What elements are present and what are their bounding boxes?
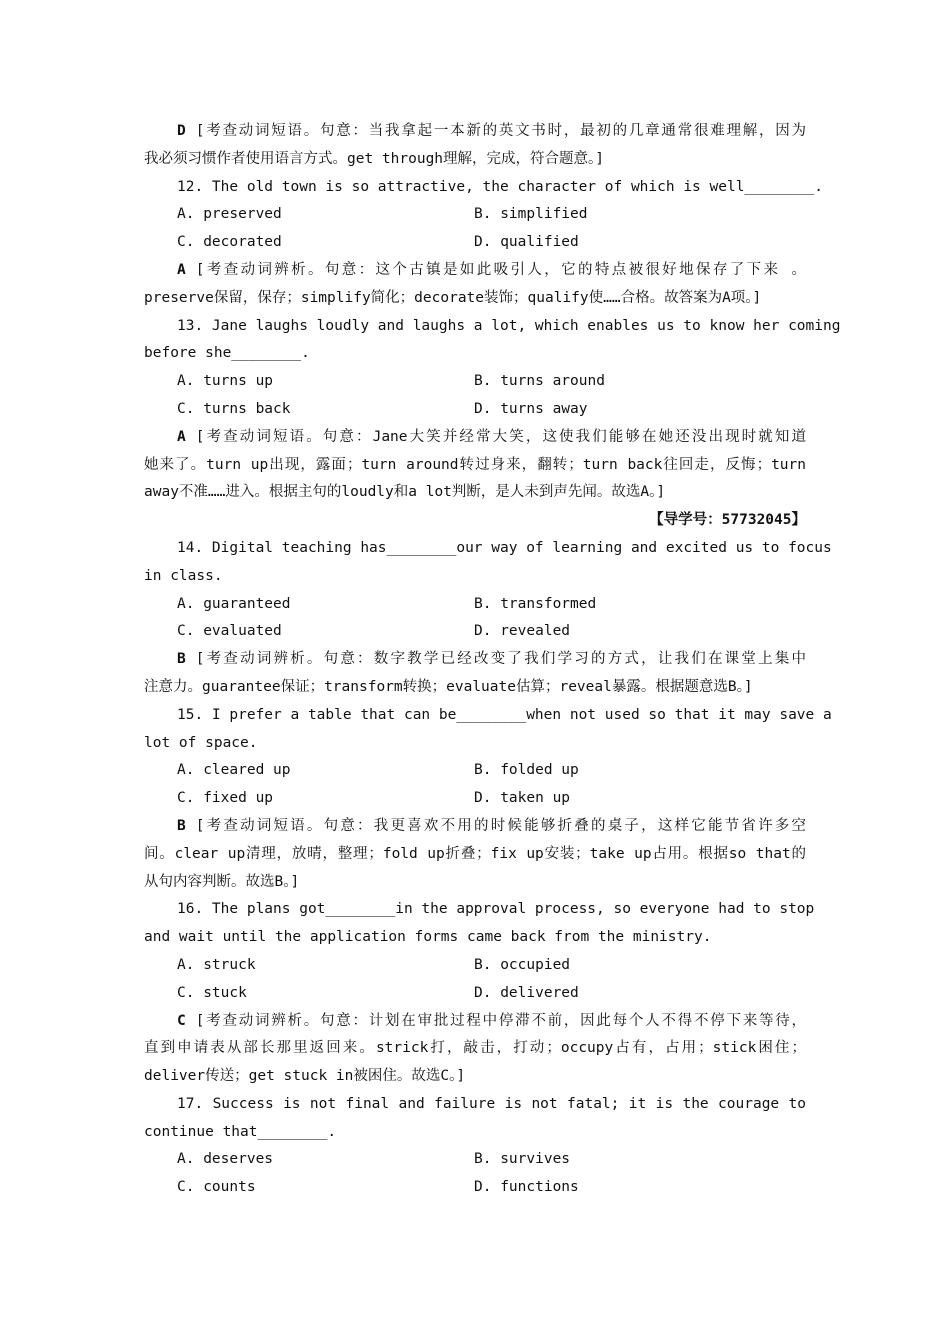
explanation-line — [144, 285, 806, 313]
answer-letter: D — [177, 123, 186, 139]
option-item: A. cleared up — [177, 762, 291, 779]
option-item: B. occupied — [474, 956, 571, 973]
explanation-text: [考查动词短语。句意：Jane大笑并经常大笑，这使我们能够在她还没出现时就知道 — [195, 428, 806, 445]
question-line — [144, 924, 806, 952]
explanation-text: preserve保留，保存；simplify简化；decorate装饰；qualify使……合格。故答案为A项。] — [144, 289, 762, 306]
explanation-line — [144, 1035, 806, 1063]
answer-letter: A — [177, 428, 186, 445]
option-item: D. taken up — [474, 790, 571, 807]
explanation-text: 间。clear up清理，放晴，整理；fold up折叠；fix up安装；take up占用。根据so that的 — [144, 845, 806, 862]
explanation-text: [考查动词辨析。句意：数字教学已经改变了我们学习的方式，让我们在课堂上集中 — [195, 651, 806, 668]
options-row — [144, 368, 806, 396]
explanation-text: 我必须习惯作者使用语言方式。get through理解，完成，符合题意。] — [144, 150, 605, 167]
explanation-text: 从句内容判断。故选B。] — [144, 873, 300, 890]
reference-number — [144, 507, 806, 535]
question-text: 14. Digital teaching has________our way of learning and excited us to focus — [177, 539, 832, 556]
options-row — [144, 980, 806, 1008]
explanation-line — [144, 146, 806, 174]
explanation-text: [考查动词短语。句意：我更喜欢不用的时候能够折叠的桌子，这样它能节省许多空 — [195, 817, 806, 834]
answer-letter: B — [177, 817, 186, 834]
explanation-text: 她来了。turn up出现，露面；turn around转过身来，翻转；turn back往回走，反悔；turn — [144, 456, 806, 473]
question-text: lot of space. — [144, 734, 258, 751]
question-text: and wait until the application forms came back from the ministry. — [144, 929, 712, 946]
explanation-line — [144, 674, 806, 702]
option-item: D. functions — [474, 1179, 579, 1196]
question-text: 16. The plans got________in the approval process, so everyone had to stop — [177, 901, 815, 918]
option-item: C. fixed up — [177, 790, 274, 807]
explanation-line — [144, 1063, 806, 1091]
option-item: C. stuck — [177, 984, 247, 1001]
explanation-line — [144, 424, 806, 452]
option-item: C. turns back — [177, 400, 291, 417]
option-item: D. qualified — [474, 234, 579, 251]
answer-letter: C — [177, 1012, 186, 1029]
explanation-line — [144, 646, 806, 674]
options-row — [144, 785, 806, 813]
answer-letter: B — [177, 651, 186, 668]
question-line — [144, 563, 806, 591]
option-item: C. counts — [177, 1179, 256, 1196]
option-item: A. struck — [177, 956, 256, 973]
options-row — [144, 591, 806, 619]
options-row — [144, 1174, 806, 1202]
explanation-text: [考查动词辨析。句意：计划在审批过程中停滞不前，因此每个人不得不停下来等待， — [195, 1012, 806, 1029]
options-row — [144, 201, 806, 229]
question-text: before she________. — [144, 345, 310, 362]
option-item: C. decorated — [177, 234, 282, 251]
question-line — [144, 174, 824, 202]
explanation-text: 注意力。guarantee保证；transform转换；evaluate估算；reveal暴露。根据题意选B。] — [144, 678, 753, 695]
option-item: B. survives — [474, 1151, 571, 1168]
question-line — [144, 1091, 806, 1119]
explanation-text: [考查动词辨析。句意：这个古镇是如此吸引人，它的特点被很好地保存了下来 。 — [195, 261, 806, 278]
options-row — [144, 396, 806, 424]
explanation-line — [144, 841, 806, 869]
document-page — [144, 118, 841, 1202]
option-item: C. evaluated — [177, 623, 282, 640]
option-item: B. transformed — [474, 595, 597, 612]
question-line — [144, 535, 832, 563]
option-item: A. deserves — [177, 1151, 274, 1168]
question-text: in class. — [144, 567, 223, 584]
explanation-line — [144, 869, 806, 897]
explanation-line — [144, 118, 806, 146]
reference-text: 【导学号：57732045】 — [649, 512, 806, 529]
options-row — [144, 618, 806, 646]
question-line — [144, 1119, 806, 1147]
explanation-line — [144, 813, 806, 841]
explanation-text: deliver传送；get stuck in被困住。故选C。] — [144, 1068, 466, 1085]
option-item: A. turns up — [177, 373, 274, 390]
option-item: A. preserved — [177, 206, 282, 223]
explanation-line — [144, 1008, 806, 1036]
explanation-text: away不准……进入。根据主句的loudly和a lot判断，是人未到声先闻。故选A。] — [144, 484, 666, 501]
question-line — [144, 730, 806, 758]
explanation-text: 直到申请表从部长那里返回来。strick打，敲击，打动；occupy占有，占用；stick困住； — [144, 1040, 806, 1057]
question-text: continue that________. — [144, 1123, 337, 1140]
explanation-line — [144, 479, 806, 507]
options-row — [144, 952, 806, 980]
option-item: D. revealed — [474, 623, 571, 640]
question-text: 12. The old town is so attractive, the character of which is well________. — [177, 178, 824, 195]
option-item: D. turns away — [474, 400, 588, 417]
question-line — [144, 702, 832, 730]
question-line — [144, 340, 806, 368]
question-text: 13. Jane laughs loudly and laughs a lot, which enables us to know her coming — [177, 317, 841, 334]
explanation-line — [144, 452, 806, 480]
options-row — [144, 229, 806, 257]
answer-letter: A — [177, 261, 186, 278]
question-text: 15. I prefer a table that can be________when not used so that it may save a — [177, 706, 832, 723]
option-item: B. turns around — [474, 373, 605, 390]
option-item: B. folded up — [474, 762, 579, 779]
options-row — [144, 1146, 806, 1174]
options-row — [144, 757, 806, 785]
question-line — [144, 896, 815, 924]
explanation-line — [144, 257, 806, 285]
option-item: B. simplified — [474, 206, 588, 223]
option-item: A. guaranteed — [177, 595, 291, 612]
question-text: 17. Success is not final and failure is not fatal; it is the courage to — [177, 1095, 806, 1112]
question-line — [144, 313, 841, 341]
explanation-text: [考查动词短语。句意：当我拿起一本新的英文书时，最初的几章通常很难理解，因为 — [195, 123, 806, 139]
option-item: D. delivered — [474, 984, 579, 1001]
